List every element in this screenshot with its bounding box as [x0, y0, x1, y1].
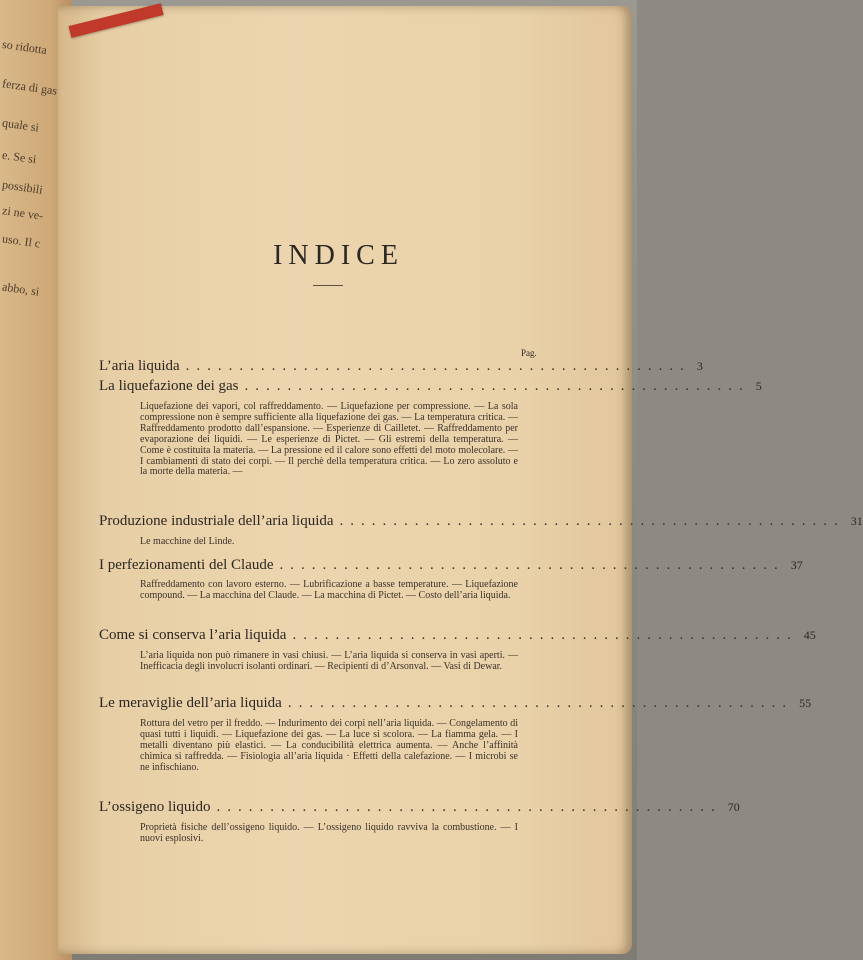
toc-entry[interactable] [99, 695, 812, 713]
toc-entry-title: Produzione industriale dell’aria liquida [99, 513, 334, 529]
toc-entry-page: 3 [696, 359, 703, 373]
toc-entry[interactable] [99, 627, 816, 645]
toc-entry[interactable] [99, 557, 803, 575]
toc-entry-summary: L’aria liquida non può rimanere in vasi chiusi. — L’aria liquida si conserva in vasi aperti. — Inefficacia degli involucri isolanti ordinari. — Recipienti di d’Arsonval. — Vasi di Dewar. [140, 650, 518, 672]
prev-page-text: so ridotta [1, 36, 48, 58]
prev-page-text: zi ne ve- [1, 203, 45, 223]
toc-entry-summary: Le macchine del Linde. [140, 536, 235, 547]
prev-page-text: e. Se si [1, 147, 38, 167]
toc-entry-page: 70 [727, 800, 740, 814]
leader-dots: ............................................... [292, 627, 798, 643]
prev-page-text: uso. Il c [1, 231, 42, 251]
toc-entry[interactable] [99, 799, 740, 817]
leader-dots: ............................................... [185, 358, 691, 374]
prev-page-text: quale si [1, 115, 40, 135]
leader-dots: ............................................... [244, 378, 750, 394]
toc-entry-title: Come si conserva l’aria liquida [99, 627, 287, 643]
toc-entry-summary: Rottura del vetro per il freddo. — Indurimento dei corpi nell’aria liquida. — Congelamento di quasi tutti i liquidi. — Liquefazione dei gas. — La luce si scolora. — La fiamma gela. — I metalli diventano più elastici. — La conducibilità elettrica aumenta. — Anche l’affinità chimica si raffredda. — Fisiologia all’aria liquida · Effetti della calefazione. — I microbi se ne infischiano. [140, 718, 518, 773]
toc-entry-page: 55 [799, 696, 812, 710]
toc-entry-title: L’aria liquida [99, 358, 180, 374]
prev-page-text: possibili [1, 177, 44, 197]
prev-page-text: abbo, si [1, 279, 41, 299]
leader-dots: ............................................... [216, 799, 722, 815]
toc-entry-summary: Proprietà fisiche dell’ossigeno liquido. — L’ossigeno liquido ravviva la combustione. — I nuovi esplosivi. [140, 822, 518, 844]
toc-entry-title: Le meraviglie dell’aria liquida [99, 695, 282, 711]
title-divider [313, 285, 343, 286]
leader-dots: ............................................... [339, 513, 845, 529]
toc-entry-page: 45 [803, 628, 816, 642]
toc-entry-title: L’ossigeno liquido [99, 799, 211, 815]
page-column-header: Pag. [521, 348, 537, 358]
toc-entry[interactable] [99, 513, 863, 531]
toc-entry[interactable] [99, 378, 762, 396]
toc-entry-summary: Raffreddamento con lavoro esterno. — Lubrificazione a basse temperature. — Liquefazione compound. — La macchina del Claude. — La macchina di Pictet. — Costo dell’aria liquida. [140, 579, 518, 601]
toc-entry-page: 5 [755, 379, 762, 393]
page-title: INDICE [273, 240, 404, 271]
toc-entry-summary: Liquefazione dei vapori, col raffreddamento. — Liquefazione per compressione. — La sola compressione non è sempre sufficiente alla liquefazione dei gas. — La temperatura critica. — Raffreddamento prodotto dall’espansione. — Esperienze di Cailletet. — Raffreddamento per evaporazione dei liquidi. — Le esperienze di Pictet. — Gli estremi della temperatura. — Come è costituita la materia. — La pressione ed il calore sono effetti del moto molecolare. — I cambiamenti di stato dei corpi. — Il perchè della temperatura critica. — Lo zero assoluto e la morte della materia. — [140, 401, 518, 478]
toc-entry-title: I perfezionamenti del Claude [99, 557, 274, 573]
leader-dots: ............................................... [287, 695, 794, 711]
toc-entry[interactable] [99, 358, 703, 376]
prev-page-text: ferza di gas [1, 76, 59, 98]
leader-dots: ............................................... [279, 557, 785, 573]
toc-entry-page: 37 [790, 558, 803, 572]
toc-entry-page: 31 [850, 514, 863, 528]
toc-entry-title: La liquefazione dei gas [99, 378, 239, 394]
